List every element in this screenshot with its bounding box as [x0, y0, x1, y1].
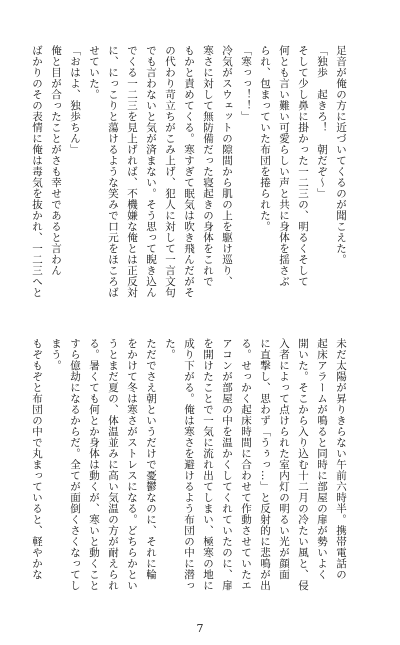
text-column: 「寒っっ！！」: [240, 45, 252, 122]
text-column: うとまだ夏の、体温並みに高い気温の方が耐えられ: [107, 338, 119, 591]
text-column: 未だ太陽が昇りきらない午前六時半。携帯電話の: [335, 338, 347, 580]
text-column: の代わり苛立ちがこみ上げ、犯人に対して一言文句: [164, 45, 176, 298]
text-column: 起床アラームが鳴ると同時に部屋の扉が勢いよく: [316, 338, 328, 580]
text-column: アコンが部屋の中を温かくしてくれていたのに、扉: [221, 338, 233, 591]
text-column: まう。: [50, 338, 62, 371]
text-column: ばかりのその表情に俺は毒気を抜かれ、一二三へと: [31, 45, 43, 298]
text-column: に、にっこりと蕩けるような笑みで口元をほころば: [107, 45, 119, 298]
text-column: そして少し鼻に掛かった一二三の、明るくそして: [297, 45, 309, 287]
text-column: 俺と目が合ったことがさも幸せであると言わん: [50, 45, 62, 276]
text-column: を開けたことで一気に流れ出てしまい、極寒の地に: [202, 338, 214, 591]
text-column: せていた。: [88, 45, 100, 100]
text-column: もぞもぞと布団の中で丸まっていると、軽やかな: [31, 338, 43, 580]
text-column: 冷気がスウェットの隙間から肌の上を駆け巡り、: [221, 45, 233, 287]
text-column: に直撃し、思わず「うぅっ…」と反射的に悲鳴が出: [259, 338, 271, 591]
text-column: る。せっかく起床時間に合わせて作動させていたエ: [240, 338, 252, 591]
text-column: 「独歩 起きろ！ 朝だぞ〜」: [316, 45, 328, 199]
text-column: でくる一二三を見上げれば、不機嫌な俺とは正反対: [126, 45, 138, 298]
text-column: でも言わないと気が済まない。そう思って睨き込ん: [145, 45, 157, 298]
text-column: をかけて冬は寒さがストレスになる。どちらかとい: [126, 338, 138, 591]
text-column: 開いた。そこから入り込む十二月の冷たい風と、侵: [297, 338, 309, 591]
text-column: 「おはよ、独歩ちん」: [69, 45, 81, 155]
text-block-upper: [31, 45, 350, 315]
text-column: すら億劫になるからだ。全てが面倒くさくなってし: [69, 338, 81, 591]
text-column: た。: [164, 338, 176, 360]
page-number: 7: [196, 622, 204, 635]
text-column: もかと責めてくる。寒すぎて眠気は吹き飛んだがそ: [183, 45, 195, 298]
text-column: 入者によって点けられた室内灯の明るい光が顔面: [278, 338, 290, 580]
text-column: 足音が俺の方に近づいてくるのが聞こえた。: [335, 45, 347, 265]
text-column: 成り下がる。俺は寒さを避けるよう布団の中に潜っ: [183, 338, 195, 591]
text-column: られ、包まっていた布団を捲られた。: [259, 45, 271, 232]
text-column: る。暑くても何とか身体は動くが、寒いと動くこと: [88, 338, 100, 591]
text-block-lower: [31, 338, 350, 608]
text-column: ただでさえ朝というだけで憂鬱なのに、それに輪: [145, 338, 157, 580]
text-column: 何とも言い難い可愛らしい声と共に身体を揺さぶ: [278, 45, 290, 287]
text-column: 寒さに対して無防備だった寝起きの身体をこれで: [202, 45, 214, 287]
